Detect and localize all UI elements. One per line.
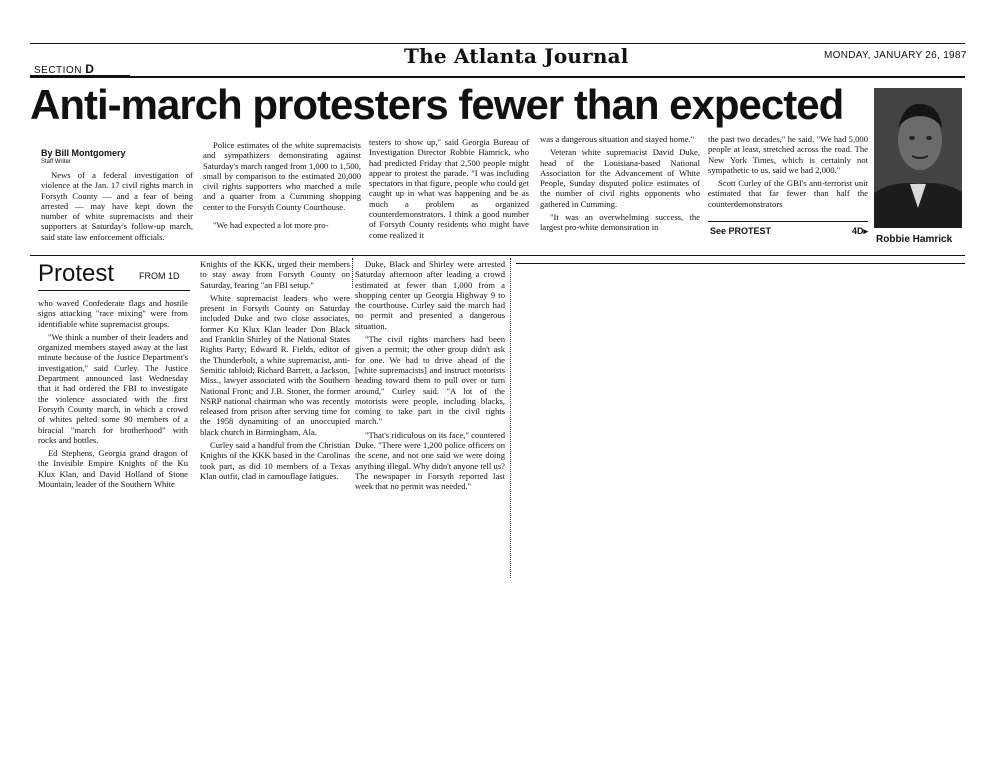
section-letter: D bbox=[85, 62, 95, 76]
byline-role: Staff Writer bbox=[41, 159, 71, 165]
story-paragraph: the past two decades," he said. "We had 5,000 people at least, stretched across the road. The New York Times, which is certainly not sympathetic to us, said we had 2,000." bbox=[708, 134, 868, 175]
story-paragraph: testers to show up," said Georgia Bureau of Investigation Director Robbie Hamrick, who had predicted Friday that 2,500 people might appear to protest the parade. "I was including spectators in that figure, people who could get caught up in what was happening and be as much a problem as organized counterdemonstrators. I think a good number of Forsyth County residents who might have come realized it bbox=[369, 137, 529, 240]
section-label bbox=[34, 62, 94, 76]
story-paragraph: "The civil rights marchers had been given a permit; the other group didn't ask for one. We had to drive ahead of the [white supremacists] and instruct motorists heading toward them to pull over or turn around," Curley said. "A lot of the motorists were people, including blacks, coming to take part in the civil rights march." bbox=[355, 334, 505, 427]
story-paragraph: White supremacist leaders who were present in Forsyth County on Saturday included Duke and two close associates, former Ku Klux Klan leader Don Black and Franklin Shirley of the National States Rights Party; Edward R. Fields, editor of the Thunderbolt, a white supremacist, anti-Semitic tabloid; Richard Barrett, a Jackson, Miss., lawyer associated with the Southern National Front; and J.B. Stoner, the former NSRP national chairman who was recently released from prison after serving time for the 1958 dynamiting of an unoccupied black church in Birmingham, Ala. bbox=[200, 292, 350, 437]
arrow-right-icon: ▸ bbox=[863, 226, 868, 236]
continuation-label: See PROTEST bbox=[710, 226, 772, 236]
byline: By Bill Montgomery bbox=[41, 148, 126, 158]
continuation-reference bbox=[710, 226, 868, 237]
continuation-page: 4D▸ bbox=[851, 226, 868, 236]
photo-caption: Robbie Hamrick bbox=[876, 234, 953, 245]
story-column-2 bbox=[203, 140, 361, 230]
story-paragraph: "That's ridiculous on its face," countered Duke. "There were 1,200 police officers on the scene, and not one said we were doing anything illegal. Why didn't anyone tell us? The newspaper in Forsyth reported last week that no permit was needed." bbox=[355, 429, 505, 492]
jump-column-1 bbox=[38, 298, 188, 489]
portrait-image bbox=[874, 88, 962, 228]
portrait-photo bbox=[874, 88, 962, 228]
jump-column-3 bbox=[355, 259, 505, 492]
story-column-3 bbox=[369, 137, 529, 240]
story-paragraph: was a dangerous situation and stayed home." bbox=[540, 134, 695, 144]
story-paragraph: "We had expected a lot more pro- bbox=[213, 220, 329, 231]
masthead-bottom-rule bbox=[30, 76, 965, 78]
issue-date: MONDAY, JANUARY 26, 1987 bbox=[824, 50, 967, 61]
section-word: SECTION bbox=[34, 65, 82, 76]
story-paragraph: "It was an overwhelming success, the largest pro-white demonstration in bbox=[540, 212, 700, 233]
clipping-edge bbox=[352, 258, 353, 288]
jump-title-underline bbox=[38, 290, 190, 291]
newspaper-masthead: The Atlanta Journal bbox=[404, 44, 629, 68]
story-paragraph: Police estimates of the white supremacists and sympathizers demonstrating against Saturday's march ranged from 1,000 to 1,500, small by comparison to the estimated 20,000 civil rights supporters who marched a mile and a quarter from a Cumming shopping center to the Forsyth County Courthouse. bbox=[203, 140, 361, 212]
jump-column-2 bbox=[200, 259, 350, 481]
story-column-5 bbox=[708, 134, 868, 209]
story-paragraph: "We think a number of their leaders and organized members stayed away at the last minute because of the Justice Department's investigation," said Curley. The Justice Department announced last Wednesday that it had ordered the FBI to investigate the violence associated with the first Forsyth County march, in which a crowd of whites pelted some 90 members of a biracial "march for brotherhood" with rocks and bottles. bbox=[38, 331, 188, 445]
story-paragraph: Veteran white supremacist David Duke, head of the Louisiana-based National Association for the Advancement of White People, Sunday disputed police estimates of the number of civil rights opponents who gathered in Cumming. bbox=[540, 147, 700, 209]
story-paragraph: Curley said a handful from the Christian Knights of the KKK based in the Carolinas took part, as did 10 members of a Texas Klan outfit, clad in camouflage fatigues. bbox=[200, 440, 350, 481]
section-divider bbox=[30, 255, 965, 256]
jump-title: Protest bbox=[38, 260, 115, 287]
clipping-edge bbox=[510, 258, 511, 578]
story-paragraph: Ed Stephens, Georgia grand dragon of the Invisible Empire Knights of the Ku Klux Klan, and David Holland of Stone Mountain, leader of the Southern White bbox=[38, 448, 188, 490]
jump-source: FROM 1D bbox=[139, 271, 180, 281]
story-paragraph: who waved Confederate flags and hostile signs attacking "race mixing" were from identifiable white supremacist groups. bbox=[38, 298, 188, 329]
story-paragraph: Knights of the KKK, urged their members to stay away from Forsyth County on Saturday, fearing "an FBI setup." bbox=[200, 259, 350, 290]
headline: Anti-march protesters fewer than expected bbox=[30, 81, 844, 128]
story-paragraph: Scott Curley of the GBI's anti-terrorist unit estimated that far fewer than half the counterdemonstrators bbox=[708, 178, 868, 209]
story-paragraph: News of a federal investigation of violence at the Jan. 17 civil rights march in Forsyth County — and a fear of being arrested — may have kept down the number of white supremacists and their supporters at Saturday's follow-up march, said state law enforcement officials. bbox=[41, 170, 193, 242]
jump-divider bbox=[516, 263, 965, 264]
story-column-1 bbox=[41, 170, 193, 242]
see-rule bbox=[708, 221, 868, 222]
story-paragraph: Duke, Black and Shirley were arrested Saturday afternoon after leading a crowd estimated at fewer than 1,000 from a shopping center up Georgia Highway 9 to the courthouse. Curley said the march had no permit and presented a dangerous situation. bbox=[355, 259, 505, 331]
story-column-4 bbox=[540, 134, 700, 233]
